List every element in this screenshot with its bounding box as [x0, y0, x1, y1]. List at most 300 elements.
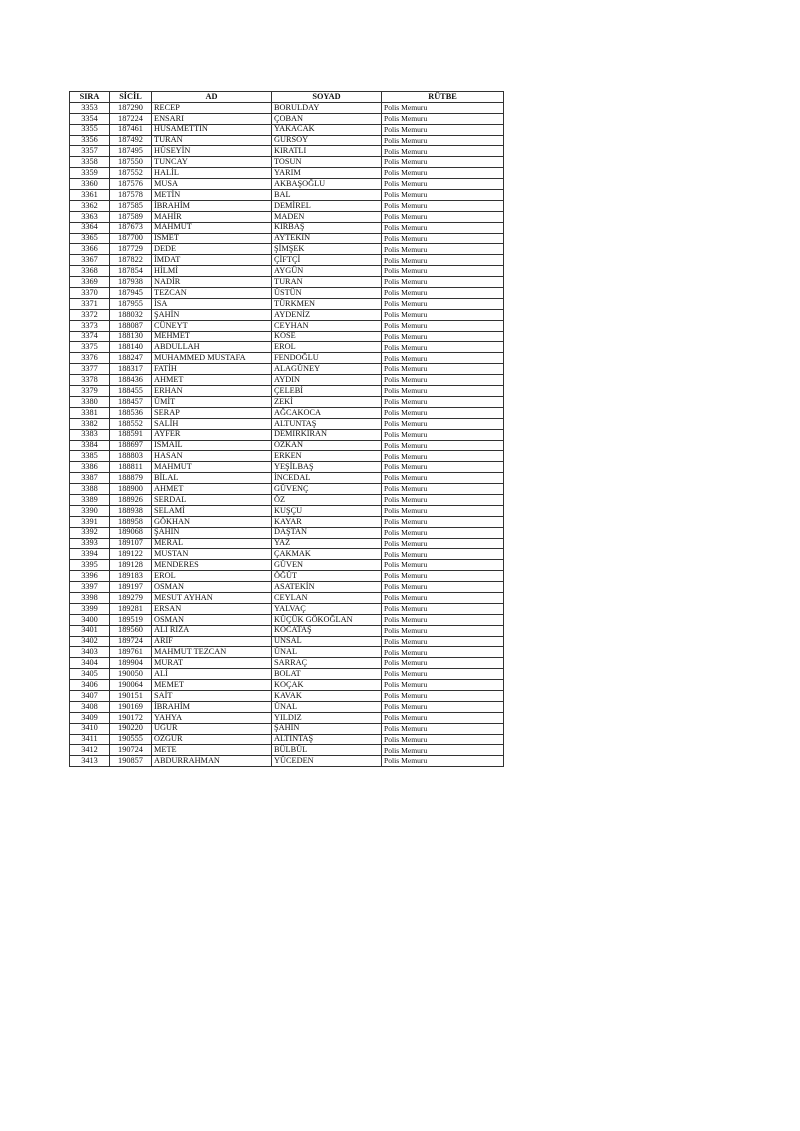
- cell-ad: ÖZGÜR: [152, 734, 272, 745]
- table-row: [70, 484, 504, 495]
- table-row: [70, 712, 504, 723]
- cell-sira: 3359: [70, 168, 110, 179]
- cell-sicil: 188130: [110, 331, 152, 342]
- cell-rutbe: Polis Memuru: [382, 756, 504, 767]
- cell-rutbe: Polis Memuru: [382, 734, 504, 745]
- cell-soyad: İNCEDAL: [272, 473, 382, 484]
- cell-rutbe: Polis Memuru: [382, 647, 504, 658]
- cell-soyad: ÖZ: [272, 494, 382, 505]
- cell-ad: ÜMİT: [152, 396, 272, 407]
- cell-sicil: 187938: [110, 277, 152, 288]
- cell-sira: 3379: [70, 386, 110, 397]
- cell-rutbe: Polis Memuru: [382, 582, 504, 593]
- cell-rutbe: Polis Memuru: [382, 222, 504, 233]
- cell-ad: CÜNEYT: [152, 320, 272, 331]
- cell-rutbe: Polis Memuru: [382, 723, 504, 734]
- cell-rutbe: Polis Memuru: [382, 124, 504, 135]
- cell-ad: HÜSEYİN: [152, 146, 272, 157]
- cell-sicil: 187290: [110, 102, 152, 113]
- table-row: [70, 200, 504, 211]
- cell-ad: SERDAL: [152, 494, 272, 505]
- cell-sicil: 187461: [110, 124, 152, 135]
- cell-sira: 3392: [70, 527, 110, 538]
- cell-soyad: ÜSTÜN: [272, 288, 382, 299]
- cell-rutbe: Polis Memuru: [382, 418, 504, 429]
- cell-sicil: 188811: [110, 462, 152, 473]
- cell-rutbe: Polis Memuru: [382, 440, 504, 451]
- cell-soyad: ALTINTAŞ: [272, 734, 382, 745]
- cell-soyad: AYDIN: [272, 375, 382, 386]
- cell-sicil: 190050: [110, 669, 152, 680]
- cell-soyad: TÜRKMEN: [272, 298, 382, 309]
- cell-soyad: ŞAHİN: [272, 723, 382, 734]
- cell-sicil: 189519: [110, 614, 152, 625]
- cell-soyad: DEMİRKIRAN: [272, 429, 382, 440]
- table-row: [70, 288, 504, 299]
- cell-soyad: ÜNAL: [272, 701, 382, 712]
- cell-sira: 3360: [70, 179, 110, 190]
- cell-sicil: 187700: [110, 233, 152, 244]
- cell-sicil: 189904: [110, 658, 152, 669]
- cell-rutbe: Polis Memuru: [382, 527, 504, 538]
- cell-rutbe: Polis Memuru: [382, 375, 504, 386]
- cell-ad: HİLMİ: [152, 266, 272, 277]
- cell-soyad: ASATEKİN: [272, 582, 382, 593]
- cell-soyad: GÜRSOY: [272, 135, 382, 146]
- table-row: [70, 560, 504, 571]
- cell-soyad: KUŞÇU: [272, 505, 382, 516]
- cell-sicil: 187585: [110, 200, 152, 211]
- cell-sicil: 188697: [110, 440, 152, 451]
- cell-rutbe: Polis Memuru: [382, 364, 504, 375]
- cell-ad: SELAMİ: [152, 505, 272, 516]
- cell-soyad: ÇELEBİ: [272, 386, 382, 397]
- cell-sira: 3376: [70, 353, 110, 364]
- cell-sira: 3361: [70, 190, 110, 201]
- cell-rutbe: Polis Memuru: [382, 669, 504, 680]
- cell-ad: MESUT AYHAN: [152, 592, 272, 603]
- table-row: [70, 669, 504, 680]
- table-row: [70, 745, 504, 756]
- table-row: [70, 168, 504, 179]
- cell-ad: TEZCAN: [152, 288, 272, 299]
- cell-soyad: AKBAŞOĞLU: [272, 179, 382, 190]
- cell-ad: SERAP: [152, 407, 272, 418]
- cell-rutbe: Polis Memuru: [382, 680, 504, 691]
- cell-sira: 3353: [70, 102, 110, 113]
- table-row: [70, 614, 504, 625]
- table-row: [70, 723, 504, 734]
- cell-rutbe: Polis Memuru: [382, 473, 504, 484]
- cell-sira: 3375: [70, 342, 110, 353]
- cell-rutbe: Polis Memuru: [382, 592, 504, 603]
- cell-sira: 3405: [70, 669, 110, 680]
- table-row: [70, 244, 504, 255]
- cell-sicil: 189724: [110, 636, 152, 647]
- cell-sicil: 189281: [110, 603, 152, 614]
- cell-sicil: 189122: [110, 549, 152, 560]
- table-row: [70, 658, 504, 669]
- cell-sira: 3396: [70, 571, 110, 582]
- cell-ad: MAHMUT: [152, 462, 272, 473]
- cell-rutbe: Polis Memuru: [382, 244, 504, 255]
- cell-rutbe: Polis Memuru: [382, 146, 504, 157]
- cell-ad: MAHMUT: [152, 222, 272, 233]
- cell-ad: ERHAN: [152, 386, 272, 397]
- cell-ad: MURAT: [152, 658, 272, 669]
- cell-ad: HALİL: [152, 168, 272, 179]
- cell-ad: İMDAT: [152, 255, 272, 266]
- cell-ad: ŞAHİN: [152, 309, 272, 320]
- cell-ad: ABDULLAH: [152, 342, 272, 353]
- table-row: [70, 342, 504, 353]
- cell-rutbe: Polis Memuru: [382, 331, 504, 342]
- cell-sicil: 187550: [110, 157, 152, 168]
- cell-ad: MAHİR: [152, 211, 272, 222]
- cell-rutbe: Polis Memuru: [382, 102, 504, 113]
- cell-sira: 3383: [70, 429, 110, 440]
- cell-rutbe: Polis Memuru: [382, 386, 504, 397]
- cell-sira: 3358: [70, 157, 110, 168]
- cell-rutbe: Polis Memuru: [382, 505, 504, 516]
- table-row: [70, 636, 504, 647]
- cell-sira: 3370: [70, 288, 110, 299]
- table-row: [70, 734, 504, 745]
- cell-soyad: YAKACAK: [272, 124, 382, 135]
- cell-sicil: 187224: [110, 113, 152, 124]
- cell-sira: 3355: [70, 124, 110, 135]
- cell-ad: ŞAHİN: [152, 527, 272, 538]
- cell-soyad: EROL: [272, 342, 382, 353]
- cell-sira: 3399: [70, 603, 110, 614]
- table-row: [70, 527, 504, 538]
- cell-sicil: 188958: [110, 516, 152, 527]
- cell-soyad: AYGÜN: [272, 266, 382, 277]
- personnel-table: [69, 91, 504, 767]
- cell-sira: 3398: [70, 592, 110, 603]
- table-row: [70, 222, 504, 233]
- cell-soyad: ŞİMŞEK: [272, 244, 382, 255]
- cell-sicil: 187673: [110, 222, 152, 233]
- table-row: [70, 538, 504, 549]
- cell-sicil: 189128: [110, 560, 152, 571]
- cell-sicil: 189068: [110, 527, 152, 538]
- cell-rutbe: Polis Memuru: [382, 484, 504, 495]
- cell-soyad: ÖZKAN: [272, 440, 382, 451]
- cell-sira: 3385: [70, 451, 110, 462]
- cell-ad: AHMET: [152, 484, 272, 495]
- cell-ad: BİLAL: [152, 473, 272, 484]
- cell-rutbe: Polis Memuru: [382, 157, 504, 168]
- cell-sira: 3410: [70, 723, 110, 734]
- table-row: [70, 353, 504, 364]
- cell-soyad: FENDOĞLU: [272, 353, 382, 364]
- cell-sicil: 187576: [110, 179, 152, 190]
- table-row: [70, 190, 504, 201]
- cell-soyad: ALAGÜNEY: [272, 364, 382, 375]
- cell-rutbe: Polis Memuru: [382, 353, 504, 364]
- cell-soyad: ÇAKMAK: [272, 549, 382, 560]
- table-row: [70, 756, 504, 767]
- cell-soyad: GÜVEN: [272, 560, 382, 571]
- cell-sicil: 188317: [110, 364, 152, 375]
- cell-sira: 3401: [70, 625, 110, 636]
- cell-sira: 3367: [70, 255, 110, 266]
- cell-sicil: 188536: [110, 407, 152, 418]
- cell-sicil: 190151: [110, 690, 152, 701]
- table-row: [70, 102, 504, 113]
- header-rutbe: RÜTBE: [382, 92, 504, 103]
- cell-sicil: 188591: [110, 429, 152, 440]
- cell-rutbe: Polis Memuru: [382, 342, 504, 353]
- cell-soyad: YALVAÇ: [272, 603, 382, 614]
- cell-soyad: YARIM: [272, 168, 382, 179]
- cell-rutbe: Polis Memuru: [382, 255, 504, 266]
- cell-ad: FATİH: [152, 364, 272, 375]
- cell-rutbe: Polis Memuru: [382, 658, 504, 669]
- cell-rutbe: Polis Memuru: [382, 560, 504, 571]
- cell-rutbe: Polis Memuru: [382, 211, 504, 222]
- cell-ad: MENDERES: [152, 560, 272, 571]
- cell-rutbe: Polis Memuru: [382, 549, 504, 560]
- cell-soyad: ÇOBAN: [272, 113, 382, 124]
- header-ad: AD: [152, 92, 272, 103]
- cell-ad: EROL: [152, 571, 272, 582]
- cell-sicil: 187589: [110, 211, 152, 222]
- cell-sicil: 188087: [110, 320, 152, 331]
- cell-soyad: KAVAK: [272, 690, 382, 701]
- cell-rutbe: Polis Memuru: [382, 309, 504, 320]
- table-row: [70, 407, 504, 418]
- cell-ad: İBRAHİM: [152, 701, 272, 712]
- cell-sira: 3369: [70, 277, 110, 288]
- cell-rutbe: Polis Memuru: [382, 407, 504, 418]
- cell-sicil: 188032: [110, 309, 152, 320]
- cell-sira: 3408: [70, 701, 110, 712]
- cell-ad: ERSAN: [152, 603, 272, 614]
- cell-sira: 3357: [70, 146, 110, 157]
- cell-sira: 3404: [70, 658, 110, 669]
- cell-rutbe: Polis Memuru: [382, 712, 504, 723]
- table-row: [70, 124, 504, 135]
- table-row: [70, 505, 504, 516]
- cell-rutbe: Polis Memuru: [382, 636, 504, 647]
- header-soyad: SOYAD: [272, 92, 382, 103]
- table-row: [70, 603, 504, 614]
- cell-ad: ABDURRAHMAN: [152, 756, 272, 767]
- cell-sicil: 188900: [110, 484, 152, 495]
- cell-sicil: 188879: [110, 473, 152, 484]
- cell-sira: 3354: [70, 113, 110, 124]
- cell-sicil: 190724: [110, 745, 152, 756]
- cell-sicil: 187578: [110, 190, 152, 201]
- cell-sira: 3407: [70, 690, 110, 701]
- table-row: [70, 701, 504, 712]
- cell-sicil: 188938: [110, 505, 152, 516]
- cell-ad: MEHMET: [152, 331, 272, 342]
- cell-soyad: KÖSE: [272, 331, 382, 342]
- cell-sicil: 187492: [110, 135, 152, 146]
- cell-rutbe: Polis Memuru: [382, 571, 504, 582]
- cell-sicil: 190220: [110, 723, 152, 734]
- table-row: [70, 582, 504, 593]
- cell-ad: YAHYA: [152, 712, 272, 723]
- cell-ad: OSMAN: [152, 614, 272, 625]
- cell-sicil: 187945: [110, 288, 152, 299]
- cell-sira: 3391: [70, 516, 110, 527]
- table-row: [70, 451, 504, 462]
- cell-ad: AYFER: [152, 429, 272, 440]
- cell-ad: GÖKHAN: [152, 516, 272, 527]
- cell-soyad: YILDIZ: [272, 712, 382, 723]
- cell-ad: TURAN: [152, 135, 272, 146]
- cell-ad: ALİ: [152, 669, 272, 680]
- cell-soyad: YEŞİLBAŞ: [272, 462, 382, 473]
- cell-sira: 3409: [70, 712, 110, 723]
- cell-sira: 3381: [70, 407, 110, 418]
- cell-rutbe: Polis Memuru: [382, 298, 504, 309]
- cell-sicil: 188803: [110, 451, 152, 462]
- cell-ad: MUSA: [152, 179, 272, 190]
- table-row: [70, 571, 504, 582]
- table-row: [70, 320, 504, 331]
- cell-sicil: 190064: [110, 680, 152, 691]
- cell-sira: 3384: [70, 440, 110, 451]
- table-row: [70, 440, 504, 451]
- cell-soyad: YAZ: [272, 538, 382, 549]
- cell-sira: 3374: [70, 331, 110, 342]
- cell-sira: 3390: [70, 505, 110, 516]
- cell-sira: 3373: [70, 320, 110, 331]
- cell-rutbe: Polis Memuru: [382, 396, 504, 407]
- cell-ad: MEMET: [152, 680, 272, 691]
- cell-soyad: DEMİREL: [272, 200, 382, 211]
- cell-sicil: 190169: [110, 701, 152, 712]
- cell-ad: OSMAN: [152, 582, 272, 593]
- table-row: [70, 494, 504, 505]
- cell-ad: MAHMUT TEZCAN: [152, 647, 272, 658]
- cell-rutbe: Polis Memuru: [382, 168, 504, 179]
- cell-sicil: 189279: [110, 592, 152, 603]
- cell-ad: İSMAİL: [152, 440, 272, 451]
- cell-soyad: AYTEKİN: [272, 233, 382, 244]
- cell-sicil: 190172: [110, 712, 152, 723]
- cell-rutbe: Polis Memuru: [382, 451, 504, 462]
- cell-ad: İSMET: [152, 233, 272, 244]
- cell-sicil: 188457: [110, 396, 152, 407]
- cell-sicil: 189761: [110, 647, 152, 658]
- cell-rutbe: Polis Memuru: [382, 190, 504, 201]
- cell-sira: 3368: [70, 266, 110, 277]
- cell-rutbe: Polis Memuru: [382, 462, 504, 473]
- cell-soyad: ÇİFTÇİ: [272, 255, 382, 266]
- cell-ad: UĞUR: [152, 723, 272, 734]
- cell-rutbe: Polis Memuru: [382, 135, 504, 146]
- cell-sira: 3406: [70, 680, 110, 691]
- cell-sicil: 189197: [110, 582, 152, 593]
- cell-sira: 3400: [70, 614, 110, 625]
- cell-soyad: KOCATAŞ: [272, 625, 382, 636]
- cell-soyad: ÖĞÜT: [272, 571, 382, 582]
- cell-sira: 3413: [70, 756, 110, 767]
- table-row: [70, 266, 504, 277]
- cell-soyad: TOSUN: [272, 157, 382, 168]
- cell-sicil: 188552: [110, 418, 152, 429]
- cell-rutbe: Polis Memuru: [382, 494, 504, 505]
- cell-sira: 3388: [70, 484, 110, 495]
- cell-ad: MUSTAN: [152, 549, 272, 560]
- table-row: [70, 647, 504, 658]
- cell-soyad: ÜNAL: [272, 647, 382, 658]
- cell-soyad: BAL: [272, 190, 382, 201]
- cell-soyad: MADEN: [272, 211, 382, 222]
- table-row: [70, 429, 504, 440]
- cell-sicil: 189183: [110, 571, 152, 582]
- table-row: [70, 592, 504, 603]
- cell-ad: MUHAMMED MUSTAFA: [152, 353, 272, 364]
- cell-sira: 3364: [70, 222, 110, 233]
- cell-sira: 3402: [70, 636, 110, 647]
- cell-sira: 3411: [70, 734, 110, 745]
- cell-soyad: ÜNSAL: [272, 636, 382, 647]
- cell-sira: 3363: [70, 211, 110, 222]
- table-row: [70, 516, 504, 527]
- cell-sira: 3412: [70, 745, 110, 756]
- cell-soyad: AYDENİZ: [272, 309, 382, 320]
- cell-ad: METE: [152, 745, 272, 756]
- cell-sicil: 188247: [110, 353, 152, 364]
- cell-ad: MERAL: [152, 538, 272, 549]
- cell-soyad: KAYAR: [272, 516, 382, 527]
- cell-soyad: CEYHAN: [272, 320, 382, 331]
- cell-rutbe: Polis Memuru: [382, 266, 504, 277]
- cell-soyad: KIRATLI: [272, 146, 382, 157]
- table-row: [70, 364, 504, 375]
- cell-rutbe: Polis Memuru: [382, 690, 504, 701]
- cell-sira: 3362: [70, 200, 110, 211]
- cell-sicil: 188140: [110, 342, 152, 353]
- table-row: [70, 625, 504, 636]
- cell-rutbe: Polis Memuru: [382, 538, 504, 549]
- cell-soyad: DAŞTAN: [272, 527, 382, 538]
- cell-rutbe: Polis Memuru: [382, 288, 504, 299]
- table-row: [70, 680, 504, 691]
- cell-sira: 3395: [70, 560, 110, 571]
- cell-soyad: ERKEN: [272, 451, 382, 462]
- cell-ad: METİN: [152, 190, 272, 201]
- cell-rutbe: Polis Memuru: [382, 701, 504, 712]
- cell-ad: TUNCAY: [152, 157, 272, 168]
- cell-rutbe: Polis Memuru: [382, 233, 504, 244]
- table-row: [70, 135, 504, 146]
- cell-rutbe: Polis Memuru: [382, 516, 504, 527]
- cell-rutbe: Polis Memuru: [382, 745, 504, 756]
- cell-sira: 3393: [70, 538, 110, 549]
- cell-soyad: YÜCEDEN: [272, 756, 382, 767]
- table-row: [70, 157, 504, 168]
- table-body: [70, 102, 504, 766]
- cell-sicil: 188436: [110, 375, 152, 386]
- cell-soyad: BORULDAY: [272, 102, 382, 113]
- cell-sira: 3371: [70, 298, 110, 309]
- table-row: [70, 386, 504, 397]
- cell-sicil: 190857: [110, 756, 152, 767]
- cell-sira: 3397: [70, 582, 110, 593]
- cell-sicil: 190555: [110, 734, 152, 745]
- cell-ad: İSA: [152, 298, 272, 309]
- cell-ad: RECEP: [152, 102, 272, 113]
- table-header: [70, 92, 504, 103]
